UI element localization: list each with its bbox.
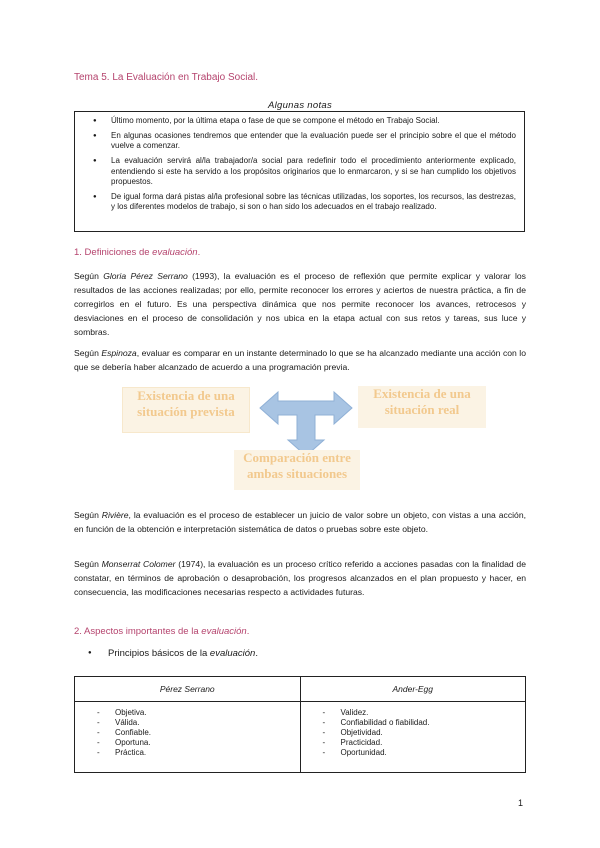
table-cell-perez-serrano	[75, 702, 301, 773]
list-item: - Práctica.	[97, 748, 300, 758]
list-item: - Objetiva.	[97, 708, 300, 718]
table-header-perez-serrano: Pérez Serrano	[75, 677, 301, 702]
definition-perez-serrano: Según Gloria Pérez Serrano (1993), la evaluación es el proceso de reflexión que permite explicar y valorar los resultados de las acciones realizadas; por ello, permite reconocer los errores y aciertos de nuestra práctica, a fin de corregirlos en el futuro. Es una perspectiva dinámica que nos permite reconocer los avances, retrocesos y desviaciones en el proceso de consolidación y nos ubica en la etapa actual con sus retos y tareas, sus luce y sombras.	[74, 271, 526, 337]
notes-heading: Algunas notas	[267, 100, 333, 111]
comparison-box: Comparación entre ambas situaciones	[234, 450, 360, 490]
table-cell-ander-egg	[300, 702, 526, 773]
note-item: ● De igual forma dará pistas al/la profesional sobre las técnicas utilizadas, los soportes, los recursos, las destrezas, y los diferentes modelos de trabajo, si son o han sido los adecuados en el trabajo realizado.	[111, 192, 516, 213]
principles-bullet: ● Principios básicos de la evaluación.	[88, 648, 258, 659]
planned-situation-box: Existencia de una situación prevista	[122, 387, 250, 433]
section-2-title: 2. Aspectos importantes de la evaluación.	[74, 626, 250, 637]
note-item: ● Último momento, por la última etapa o fase de que se compone el método en Trabajo Social.	[111, 116, 516, 126]
definition-colomer: Según Monserrat Colomer (1974), la evaluación es un proceso crítico referido a acciones pasadas con la finalidad de constatar, en términos de aprobación o desaprobación, los progresos alcanzados en el plan propuesto y hacer, en consecuencia, las modificaciones necesarias respecto a actividades futuras.	[74, 559, 526, 597]
section-1-title: 1. Definiciones de evaluación.	[74, 247, 201, 258]
list-item: - Validez.	[323, 708, 526, 718]
topic-title: Tema 5. La Evaluación en Trabajo Social.	[74, 72, 258, 83]
list-item: - Confiabilidad o fiabilidad.	[323, 718, 526, 728]
definition-riviere: Según Rivière, la evaluación es el proceso de establecer un juicio de valor sobre un objeto, con vistas a una acción, en función de la obtención e interpretación sistemática de datos o pruebas sobre este objeto.	[74, 510, 526, 534]
table-header-ander-egg: Ander-Egg	[300, 677, 526, 702]
list-item: - Oportuna.	[97, 738, 300, 748]
bullet-icon: ●	[88, 650, 92, 656]
note-item: ● En algunas ocasiones tendremos que entender que la evaluación puede ser el principio sobre el que el método vuelve a comenzar.	[111, 131, 516, 152]
definition-espinoza: Según Espinoza, evaluar es comparar en un instante determinado lo que se ha alcanzado mediante una acción con lo que se debería haber alcanzado de acuerdo a una programación previa.	[74, 348, 526, 372]
list-item: - Válida.	[97, 718, 300, 728]
page-number: 1	[518, 798, 524, 808]
list-item: - Objetividad.	[323, 728, 526, 738]
list-item: - Practicidad.	[323, 738, 526, 748]
list-item: - Oportunidad.	[323, 748, 526, 758]
principles-table	[74, 676, 526, 773]
list-item: - Confiable.	[97, 728, 300, 738]
notes-box	[74, 111, 525, 232]
evaluation-diagram	[120, 384, 500, 492]
real-situation-box: Existencia de una situación real	[358, 386, 486, 428]
note-item: ● La evaluación servirá al/la trabajador/a social para redefinir todo el procedimiento anteriormente explicado, entendiendo si este ha servido a los propósitos originarios que lo enmarcaron, y si se han cumplido los objetivos propuestos.	[111, 156, 516, 187]
